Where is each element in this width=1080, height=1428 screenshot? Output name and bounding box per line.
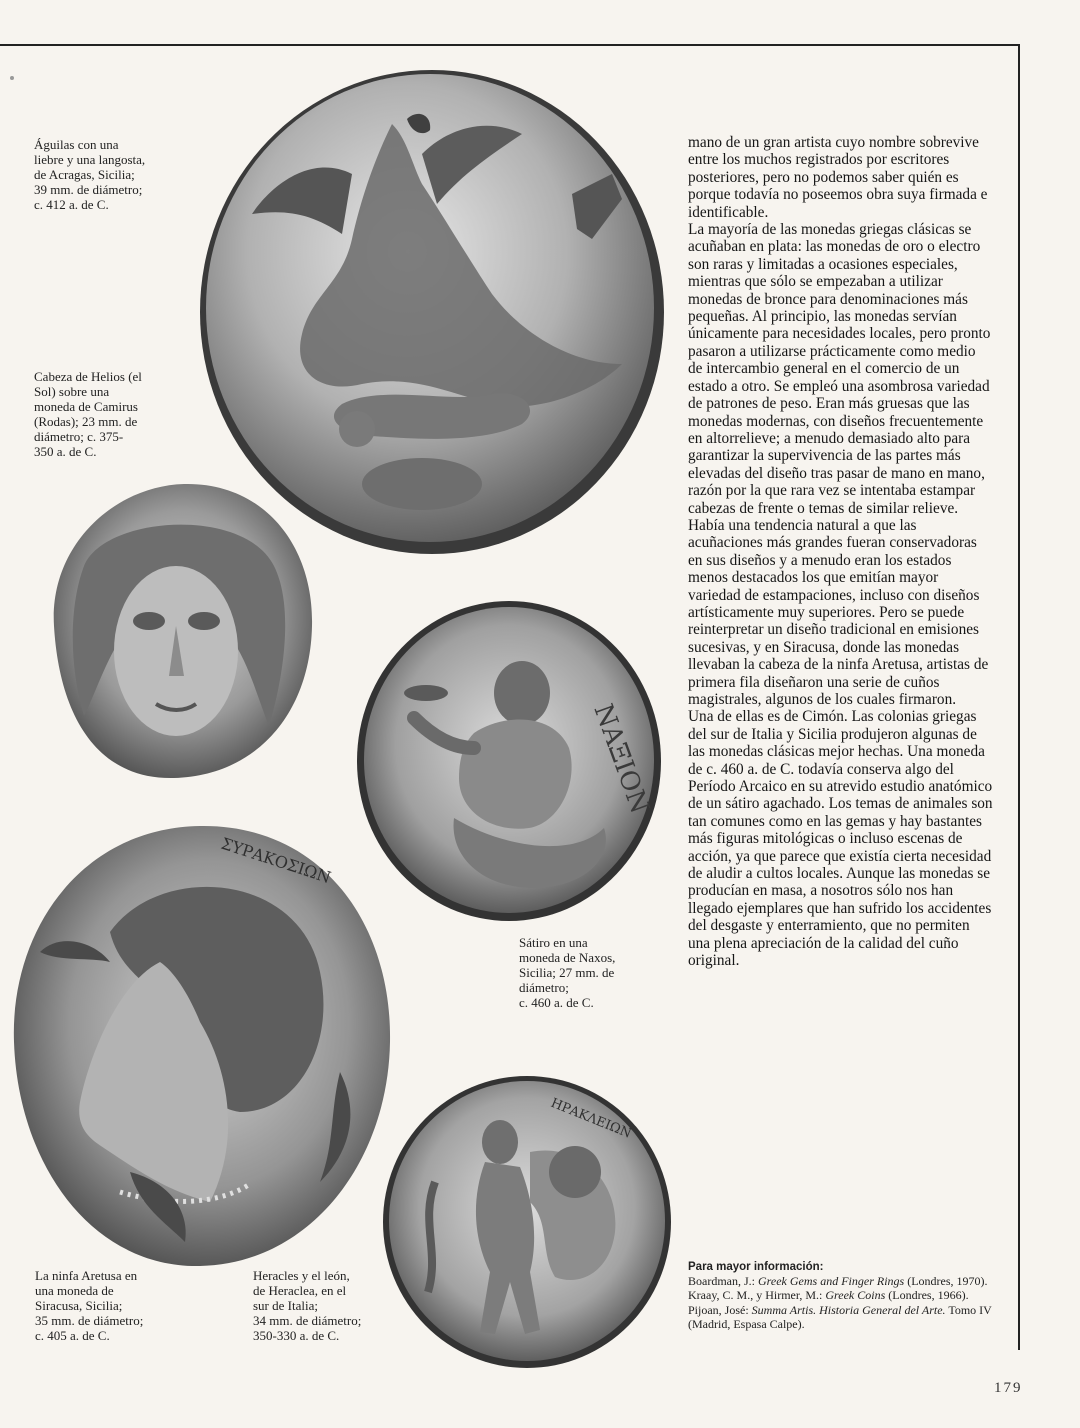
caption-heracles: Heracles y el león, de Heraclea, en el sur de Italia; 34 mm. de diámetro; 350-330 a. de C. (253, 1268, 362, 1343)
caption-acragas: Águilas con una liebre y una langosta, de Acragas, Sicilia; 39 mm. de diámetro; c. 412 a. de C. (34, 137, 146, 212)
body-paragraph: mano de un gran artista cuyo nombre sobrevive entre los muchos registrados por escritores posteriores, pero no podemos saber quién es porque todavía no poseemos obra suya firmada e identificable. (688, 134, 988, 221)
page-number: 179 (994, 1380, 1023, 1396)
further-reading (688, 1260, 998, 1331)
caption-helios: Cabeza de Helios (el Sol) sobre una moneda de Camirus (Rodas); 23 mm. de diámetro; c. 375- 350 a. de C. (34, 369, 142, 459)
caption-arethusa: La ninfa Aretusa en una moneda de Siracusa, Sicilia; 35 mm. de diámetro; c. 405 a. de C. (35, 1268, 144, 1343)
syracuse-legend: ΣΥΡΑΚΟΣΙΩΝ (218, 833, 334, 888)
body-text-column (688, 134, 993, 970)
right-rule (1018, 44, 1020, 1350)
coin-satyr-naxos (354, 598, 664, 924)
coin-arethusa-syracuse (0, 812, 400, 1276)
top-rule (0, 44, 1020, 46)
caption-satyr: Sátiro en una moneda de Naxos, Sicilia; 27 mm. de diámetro; c. 460 a. de C. (519, 935, 616, 1010)
heraclea-legend: ΗΡΑΚΛΕΙΩΝ (548, 1095, 634, 1142)
body-paragraph: Una de ellas es de Cimón. Las colonias griegas del sur de Italia y Sicilia produjeron algunas de las monedas clásicas mejor hechas. Una moneda de c. 460 a. de C. todavía conserva algo del Período Arcaico en su atrevido estudio anatómico de un sátiro agachado. Los temas de animales son tan comunes como en las gemas y hay bastantes más figuras mitológicas o incluso escenas de acción, ya que parece que existía cierta necesidad de aludir a cultos locales. Aunque las monedas se producían en masa, a nosotros sólo nos han llegado ejemplares que han sufrido los accidentes del desgaste y enterramiento, que no permiten una plena apreciación de la calidad del cuño original. (688, 708, 993, 970)
further-reading-heading: Para mayor información: (688, 1261, 824, 1273)
body-paragraph: La mayoría de las monedas griegas clásicas se acuñaban en plata: las monedas de oro o electro son raras y limitadas a ocasiones especiales, mientras que sólo se empezaban a utilizar monedas de bronce para denominaciones más pequeñas. Al principio, las monedas servían únicamente para necesidades locales, pero pronto pasaron a utilizarse prácticamente como medio de intercambio general en el comercio de un estado a otro. Se empleó una asombrosa variedad de patrones de peso. Eran más gruesas que las monedas modernas, con diseños frecuentemente en altorrelieve; a menudo demasiado alto para garantizar la supervivencia de las partes más elevadas del diseño tras pasar de mano en mano, razón por la que rara vez se intentaba estampar cabezas de frente o temas de similar relieve. Había una tendencia natural a que las acuñaciones más grandes fueran conservadoras en sus diseños y a menudo eran los estados menos destacados los que emitían mayor variedad de estampaciones, incluso con diseños artísticamente muy superiores. Pero se puede reinterpretar un diseño tradicional en emisiones sucesivas, y en Siracusa, donde las monedas llevaban la cabeza de la ninfa Aretusa, artistas de primera fila diseñaron una serie de cuños magistrales, algunos de los cuales firmaron. (688, 221, 991, 708)
further-reading-refs: Boardman, J.: Greek Gems and Finger Rings (Londres, 1970). Kraay, C. M., y Hirmer, M.: Greek Coins (Londres, 1966). Pijoan, José: Summa Artis. Historia General del Arte. Tomo IV (Madrid, Espasa Calpe). (688, 1274, 992, 1331)
gutter-mark (10, 76, 14, 80)
coin-heracles-heraclea (380, 1072, 674, 1370)
coin-helios-camirus (24, 476, 324, 788)
naxos-legend: ΝΑΞΙΟΝ (587, 700, 655, 818)
